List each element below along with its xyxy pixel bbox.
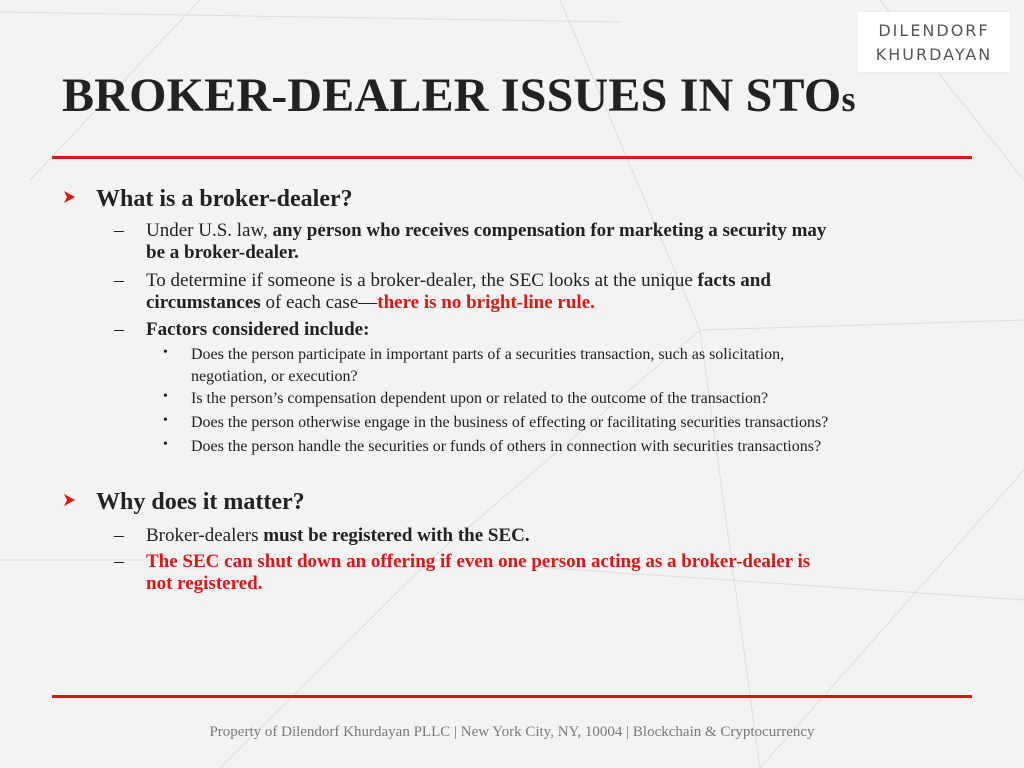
item-red-text: The SEC can shut down an offering if even one person acting as a broker-dealer is: [146, 551, 811, 572]
item-bold-text: Factors considered include:: [146, 319, 370, 340]
dot-bullet: •: [163, 437, 168, 452]
item-determine: [146, 270, 946, 314]
logo-line-2: KHURDAYAN: [875, 45, 993, 64]
dash-bullet: –: [114, 318, 124, 340]
dash-bullet: –: [114, 219, 124, 241]
item-bold-text: facts and: [697, 270, 771, 291]
section-heading-what: [62, 186, 353, 213]
slide-title-suffix: s: [841, 79, 856, 119]
factor-text: Does the person handle the securities or funds of others in connection with securities transactions?: [191, 438, 822, 455]
item-under-us-law: [146, 220, 946, 264]
factor-item: [191, 436, 971, 458]
bottom-divider: [52, 695, 972, 698]
item-must-register: [146, 525, 946, 547]
dot-bullet: •: [163, 345, 168, 360]
item-text: Under U.S. law,: [146, 220, 273, 241]
section-heading-why: [62, 489, 305, 516]
factor-item: [191, 388, 971, 410]
item-shut-down: [146, 551, 946, 595]
item-bold-text-2: be a broker-dealer.: [146, 242, 299, 263]
dash-bullet: –: [114, 269, 124, 291]
slide-title-main: BROKER-DEALER ISSUES IN STO: [62, 69, 842, 122]
dash-bullet: –: [114, 524, 124, 546]
factor-text: Is the person’s compensation dependent upon or related to the outcome of the transaction?: [191, 390, 769, 407]
section-heading-why-label: Why does it matter?: [96, 489, 305, 515]
dot-bullet: •: [163, 389, 168, 404]
dash-bullet: –: [114, 550, 124, 572]
item-red-text: there is no bright-line rule.: [377, 292, 595, 313]
logo-line-1: DILENDORF: [878, 21, 990, 40]
factor-item: [191, 344, 971, 388]
factor-item: [191, 412, 971, 434]
item-red-text-2: not registered.: [146, 573, 263, 594]
arrow-bullet-icon: [62, 190, 76, 204]
arrow-bullet-icon: [62, 493, 76, 507]
footer-text: Property of Dilendorf Khurdayan PLLC | New York City, NY, 10004 | Blockchain & Cryptocurrency: [209, 724, 815, 740]
factor-text: Does the person participate in important parts of a securities transaction, such as solicitation,: [191, 346, 785, 363]
item-bold-text-2: circumstances: [146, 292, 261, 313]
item-bold-text: any person who receives compensation for marketing a security may: [272, 220, 827, 241]
item-text: To determine if someone is a broker-dealer, the SEC looks at the unique: [146, 270, 698, 291]
factor-text: negotiation, or execution?: [191, 368, 358, 385]
item-text-mid: of each case—: [260, 292, 378, 313]
dot-bullet: •: [163, 413, 168, 428]
item-factors: [146, 319, 946, 341]
item-bold-text: must be registered with the SEC.: [263, 525, 530, 546]
section-heading-what-label: What is a broker-dealer?: [96, 186, 353, 212]
item-text: Broker-dealers: [146, 525, 264, 546]
factor-text: Does the person otherwise engage in the business of effecting or facilitating securities transactions?: [191, 414, 829, 431]
